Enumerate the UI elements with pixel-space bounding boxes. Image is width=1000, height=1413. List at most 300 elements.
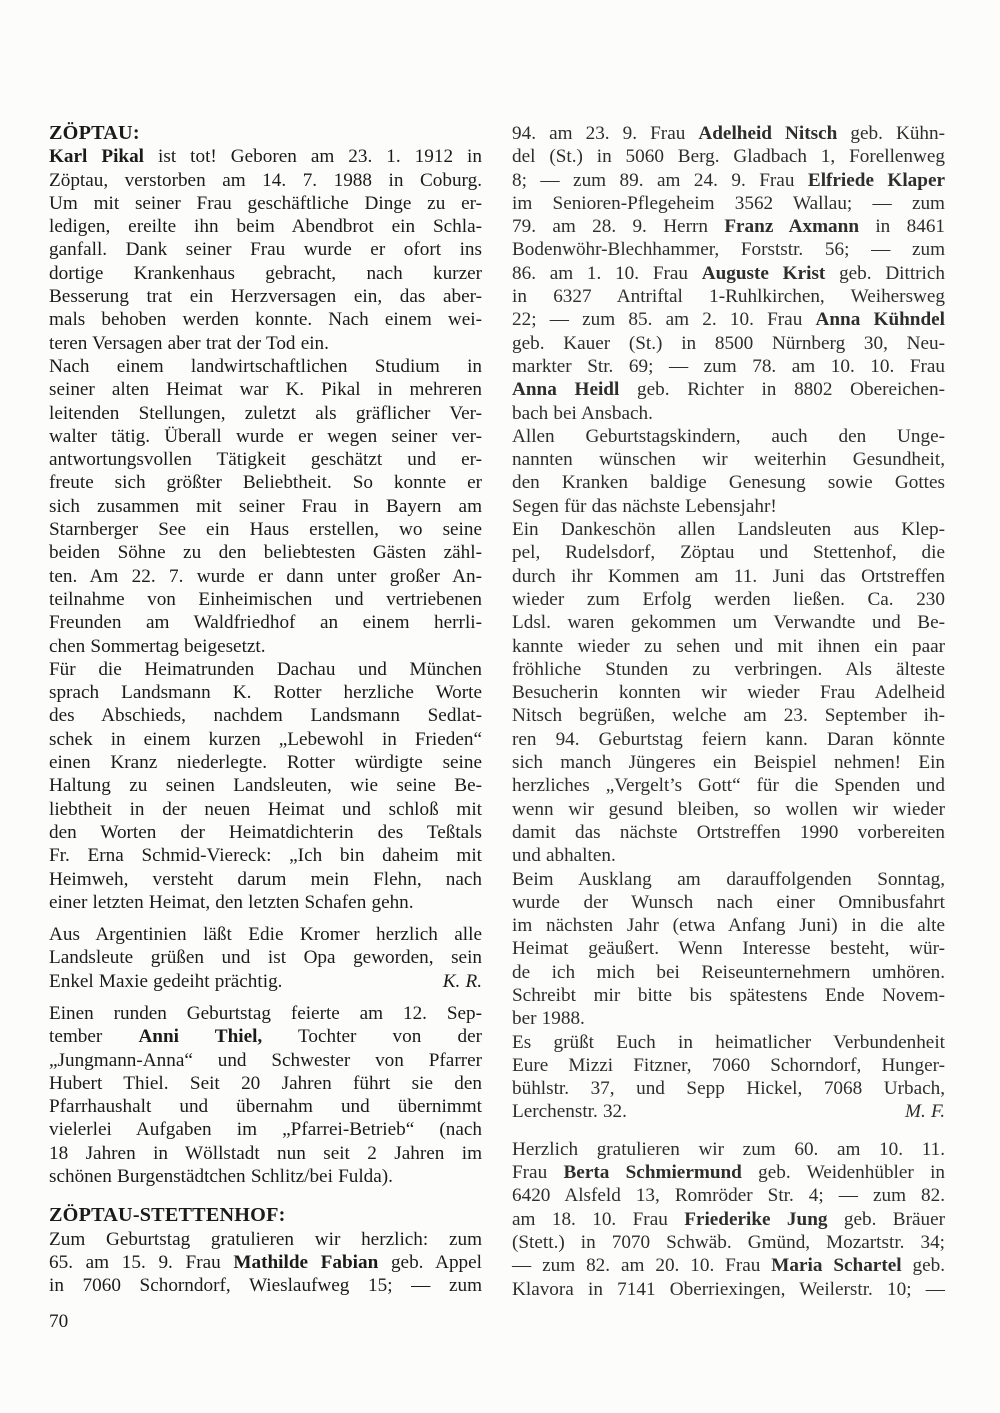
text-line — [49, 122, 482, 145]
text-run: geb. Appel — [378, 1251, 482, 1273]
text-line — [49, 1142, 482, 1165]
text-run: ber 1988. — [512, 1008, 585, 1030]
text-run: Allen Geburtstagskindern, auch den Unge- — [512, 425, 945, 447]
text-run: Heimat geäußert. Wenn Interesse besteht, wür- — [512, 938, 945, 960]
line-text — [49, 947, 482, 968]
line-text — [49, 403, 482, 424]
line-text — [49, 356, 482, 377]
text-run: geb. Kühn- — [837, 123, 945, 144]
person-name: Maria Schartel — [771, 1255, 902, 1277]
person-name: Mathilde Fabian — [233, 1251, 379, 1273]
line-text — [512, 239, 945, 260]
text-line — [49, 1002, 482, 1025]
text-run: (Stett.) in 7070 Schwäb. Gmünd, Mozartstr. 34; — [512, 1231, 945, 1253]
line-text — [49, 1204, 286, 1226]
text-line — [512, 1184, 945, 1207]
text-line — [512, 471, 945, 494]
text-line — [512, 448, 945, 471]
line-text — [49, 122, 140, 144]
text-run: Herzlich gratulieren wir zum 60. am 10. 11. — [512, 1138, 945, 1160]
line-text — [512, 566, 945, 587]
line-text — [49, 612, 482, 633]
text-line — [512, 1231, 945, 1254]
text-line — [512, 774, 945, 797]
text-run: Besserung trat ein Herzversagen ein, das aber- — [49, 286, 482, 308]
line-text — [512, 123, 945, 144]
text-line — [512, 821, 945, 844]
text-line — [512, 565, 945, 588]
text-line — [512, 1031, 945, 1054]
text-line — [512, 169, 945, 192]
line-text — [512, 822, 945, 843]
person-name: Karl Pikal — [49, 146, 145, 168]
line-text — [512, 263, 945, 284]
line-text — [49, 1050, 482, 1071]
text-run: geb. Richter in 8802 Obereichen- — [619, 379, 945, 401]
line-text — [512, 1055, 945, 1076]
line-text — [49, 822, 482, 843]
text-line — [49, 425, 482, 448]
text-run: markter Str. 69; — zum 78. am 10. 10. Frau — [512, 355, 945, 377]
text-run: geb. Kauer (St.) in 8500 Nürnberg 30, Neu- — [512, 332, 945, 354]
text-line — [512, 588, 945, 611]
line-text — [49, 1229, 482, 1250]
line-text — [512, 869, 945, 890]
text-line — [512, 891, 945, 914]
text-run: mals behoben werden konnte. Nach einem wei- — [49, 309, 482, 331]
text-line — [49, 751, 482, 774]
text-line — [512, 1100, 945, 1123]
person-name: Friederike Jung — [684, 1208, 828, 1230]
line-text — [512, 193, 945, 214]
text-run: beiden Söhne zu den beliebtesten Gästen zähl- — [49, 542, 482, 564]
line-text — [49, 1073, 482, 1094]
text-run: Fr. Erna Schmid-Viereck: „Ich bin daheim mit — [49, 845, 482, 867]
line-text — [49, 1003, 482, 1024]
text-line — [512, 1254, 945, 1277]
text-line — [49, 970, 482, 993]
text-run: herzliches „Vergelt’s Gott“ für die Spenden und — [512, 775, 945, 797]
line-text — [512, 426, 945, 447]
line-text — [512, 216, 945, 237]
line-text — [49, 845, 482, 866]
text-line — [49, 611, 482, 634]
section-heading — [49, 1204, 482, 1227]
line-text — [49, 426, 482, 447]
line-text — [512, 845, 616, 866]
text-run: in 6327 Antriftal 1-Ruhlkirchen, Weihersweg — [512, 286, 945, 308]
text-run: 65. am 15. 9. Frau — [49, 1251, 234, 1273]
line-text — [49, 379, 482, 400]
line-text — [49, 1026, 482, 1047]
text-run: Einen runden Geburtstag feierte am 12. Sep- — [49, 1002, 482, 1024]
text-run: Besucherin konnten wir wieder Frau Adelheid — [512, 682, 945, 704]
text-run: ten. Am 22. 7. wurde er dann unter großer An- — [49, 565, 482, 587]
paragraph — [49, 923, 482, 993]
text-run: Bodenwöhr-Blechhammer, Forststr. 56; — zum — [512, 239, 945, 261]
person-name: Berta Schmiermund — [563, 1162, 742, 1184]
text-run: den Kranken baldige Genesung sowie Gottes — [512, 472, 945, 494]
line-text — [512, 752, 945, 773]
line-text — [49, 496, 482, 517]
text-run: am 18. 10. Frau — [512, 1208, 685, 1230]
line-text — [512, 286, 945, 307]
text-line — [512, 145, 945, 168]
line-text — [49, 472, 482, 493]
text-line — [512, 681, 945, 704]
line-text — [49, 636, 266, 657]
text-run: Um mit seiner Frau geschäftliche Dinge zu er- — [49, 192, 482, 214]
text-line — [512, 541, 945, 564]
text-run: kannte wieder zu sehen und mit ihnen ein paar — [512, 635, 945, 657]
text-run: den Worten der Heimatdichterin des Teßtals — [49, 821, 482, 843]
text-line — [49, 471, 482, 494]
signature-initials: M. F. — [904, 1101, 945, 1123]
text-run: freute sich größter Beliebtheit. So konnte er — [49, 472, 482, 494]
text-run: schönen Burgenstädtchen Schlitz/bei Fulda). — [49, 1166, 393, 1188]
text-line — [512, 1138, 945, 1161]
text-run: del (St.) in 5060 Berg. Gladbach 1, Forellenweg — [512, 146, 945, 168]
person-name: Adelheid Nitsch — [698, 123, 838, 144]
text-run: einen Kranz niederlegte. Rotter würdigte seine — [49, 752, 482, 774]
text-line — [49, 635, 482, 658]
text-line — [49, 215, 482, 238]
text-line — [49, 1072, 482, 1095]
text-run: teilnahme von Einheimischen und vertriebenen — [49, 588, 482, 610]
text-line — [49, 402, 482, 425]
text-line — [512, 751, 945, 774]
text-line — [49, 518, 482, 541]
text-run: wurde der Wunsch nach einer Omnibusfahrt — [512, 891, 945, 913]
text-run: Tochter von der — [262, 1026, 482, 1048]
text-run: vielerlei Aufgaben im „Pfarrei-Betrieb“ (nach — [49, 1119, 482, 1141]
person-name: Anna Heidl — [512, 379, 620, 401]
text-line — [49, 868, 482, 891]
text-line — [512, 844, 945, 867]
text-run: Es grüßt Euch in heimatlicher Verbundenheit — [512, 1031, 945, 1053]
line-text — [512, 915, 945, 936]
text-line — [512, 518, 945, 541]
text-run: Frau — [512, 1162, 564, 1184]
line-text — [512, 962, 945, 983]
text-line — [512, 1077, 945, 1100]
line-text — [512, 1279, 945, 1300]
text-run: in 8461 — [859, 216, 946, 238]
line-text — [512, 472, 945, 493]
text-line — [49, 565, 482, 588]
text-run: sich manch Jüngeres ein Beispiel nehmen! Ein — [512, 752, 945, 774]
line-text — [512, 1139, 945, 1160]
text-run: 6420 Alsfeld 13, Romröder Str. 4; — zum 82. — [512, 1185, 945, 1207]
text-run: Schreibt mir bitte bis spätestens Ende Novem- — [512, 984, 945, 1006]
line-text — [512, 729, 945, 750]
text-line — [49, 262, 482, 285]
line-text — [49, 1275, 482, 1296]
text-run: nannten wünschen wir weiterhin Gesundheit, — [512, 449, 945, 471]
line-text — [512, 938, 945, 959]
line-text — [512, 1008, 585, 1029]
text-run: wieder zum Erfolg werden ließen. Ca. 230 — [512, 588, 945, 610]
left-column — [49, 122, 482, 1301]
text-line — [512, 215, 945, 238]
line-text — [49, 1166, 393, 1187]
line-text — [512, 1078, 945, 1099]
text-line — [512, 262, 945, 285]
page-number: 70 — [49, 1311, 69, 1332]
text-line — [512, 937, 945, 960]
text-run: durch ihr Kommen am 11. Juni das Ortstreffen — [512, 565, 945, 587]
line-text — [49, 566, 482, 587]
text-run: ledigen, ereilte ihn beim Abendbrot ein Schla- — [49, 216, 482, 238]
text-run: 8; — zum 89. am 24. 9. Frau — [512, 169, 808, 191]
line-text — [512, 659, 945, 680]
line-text — [512, 892, 945, 913]
text-line — [49, 774, 482, 797]
text-run: Ldsl. waren gekommen um Verwandte und Be- — [512, 612, 945, 634]
text-line — [49, 1049, 482, 1072]
text-run: seiner alten Heimat war K. Pikal in mehreren — [49, 379, 482, 401]
text-line — [49, 192, 482, 215]
text-run: und abhalten. — [512, 845, 616, 867]
text-line — [49, 1251, 482, 1274]
line-text — [49, 729, 482, 750]
text-run: sprach Landsmann K. Rotter herzliche Worte — [49, 682, 482, 704]
text-run: Segen für das nächste Lebensjahr! — [512, 495, 777, 517]
text-run: Hubert Thiel. Seit 20 Jahren führt sie den — [49, 1072, 482, 1094]
text-run: Heimweh, versteht darum mein Flehn, nach — [49, 868, 482, 890]
text-run: walter tätig. Überall wurde er wegen seiner ver- — [49, 425, 482, 447]
text-run: Landsleute grüßen und ist Opa geworden, sein — [49, 947, 482, 969]
line-text — [512, 775, 945, 796]
line-text — [512, 403, 653, 424]
text-line — [49, 495, 482, 518]
text-run: pel, Rudelsdorf, Zöptau und Stettenhof, die — [512, 542, 945, 564]
paragraph — [49, 145, 482, 914]
text-run: Eure Mizzi Fitzner, 7060 Schorndorf, Hunger- — [512, 1054, 945, 1076]
line-text — [512, 612, 945, 633]
line-text — [49, 1096, 482, 1117]
line-text — [49, 752, 482, 773]
text-run: Freunden am Waldfriedhof an einem herrli- — [49, 612, 482, 634]
line-text — [49, 519, 482, 540]
text-line — [49, 169, 482, 192]
text-run: antwortungsvollen Tätigkeit geschätzt und er- — [49, 449, 482, 471]
text-line — [512, 122, 945, 145]
line-text — [512, 356, 945, 377]
person-name: ZÖPTAU-STETTENHOF: — [49, 1204, 286, 1227]
text-run: damit das nächste Ortstreffen 1990 vorbereiten — [512, 821, 945, 843]
text-line — [49, 145, 482, 168]
text-run: Nach einem landwirtschaftlichen Studium in — [49, 355, 482, 377]
line-text — [49, 333, 329, 354]
line-text — [49, 1143, 482, 1164]
text-line — [49, 1165, 482, 1188]
text-line — [49, 681, 482, 704]
text-columns — [49, 122, 945, 1301]
text-line — [512, 611, 945, 634]
text-line — [512, 984, 945, 1007]
text-run: de ich mich bei Reiseunternehmern umhören. — [512, 961, 945, 983]
text-line — [49, 541, 482, 564]
line-text — [49, 705, 482, 726]
text-line — [49, 891, 482, 914]
text-line — [512, 308, 945, 331]
text-run: im nächsten Jahr (etwa Anfang Juni) in die alte — [512, 915, 945, 937]
text-run: Klavora in 7141 Oberriexingen, Weilerstr. 10; — — [512, 1278, 945, 1300]
line-text — [49, 682, 482, 703]
line-text — [512, 1032, 945, 1053]
text-run: schek in einem kurzen „Lebewohl in Frieden“ — [49, 728, 482, 750]
line-text — [49, 589, 482, 610]
line-text — [49, 542, 482, 563]
text-line — [512, 1007, 945, 1030]
line-text — [49, 216, 482, 237]
line-text — [512, 985, 945, 1006]
text-line — [512, 658, 945, 681]
line-text — [49, 1119, 482, 1140]
text-run: chen Sommertag beigesetzt. — [49, 635, 266, 657]
line-text — [49, 193, 482, 214]
line-text — [512, 1100, 627, 1123]
text-line — [512, 961, 945, 984]
text-run: „Jungmann-Anna“ und Schwester von Pfarrer — [49, 1049, 482, 1071]
text-line — [49, 588, 482, 611]
text-run: Zum Geburtstag gratulieren wir herzlich: zum — [49, 1228, 482, 1250]
text-line — [49, 946, 482, 969]
text-run: 86. am 1. 10. Frau — [512, 262, 702, 284]
text-run: Zöptau, verstorben am 14. 7. 1988 in Coburg. — [49, 169, 482, 191]
text-run: Nitsch begrüßen, welche am 23. September ih- — [512, 705, 945, 727]
line-text — [512, 1185, 945, 1206]
text-line — [49, 1204, 482, 1227]
text-run: geb. — [901, 1255, 945, 1277]
text-run: 18 Jahren in Wöllstadt nun seit 2 Jahren im — [49, 1142, 482, 1164]
line-text — [49, 449, 482, 470]
text-line — [49, 704, 482, 727]
line-text — [49, 286, 482, 307]
text-line — [49, 1274, 482, 1297]
line-text — [512, 496, 777, 517]
text-run: liebtheit in der neuen Heimat und schloß mit — [49, 798, 482, 820]
line-text — [49, 924, 482, 945]
section-heading — [49, 122, 482, 145]
text-run: einer letzten Heimat, den letzten Schafen gehn. — [49, 891, 414, 913]
text-line — [49, 378, 482, 401]
paragraph — [512, 1138, 945, 1301]
text-run: des Abschieds, nachdem Landsmann Sedlat- — [49, 705, 482, 727]
text-run: Ein Dankeschön allen Landsleuten aus Klep- — [512, 519, 945, 541]
paragraph — [49, 1228, 482, 1298]
paragraph — [49, 1002, 482, 1188]
text-line — [512, 914, 945, 937]
text-run: geb. Bräuer — [827, 1208, 945, 1230]
text-line — [49, 658, 482, 681]
text-line — [512, 355, 945, 378]
text-run: leitenden Stellungen, zuletzt als gräflicher Ver- — [49, 402, 482, 424]
text-run: Aus Argentinien läßt Edie Kromer herzlich alle — [49, 924, 482, 946]
line-text — [512, 519, 945, 540]
signature-initials: K. R. — [442, 970, 482, 992]
text-line — [49, 1118, 482, 1141]
text-line — [512, 1208, 945, 1231]
text-run: ist tot! Geboren am 23. 1. 1912 in — [144, 146, 482, 168]
line-text — [512, 705, 945, 726]
text-line — [512, 332, 945, 355]
text-line — [512, 402, 945, 425]
person-name: Franz Axmann — [724, 216, 859, 238]
text-run: in 7060 Schorndorf, Wieslaufweg 15; — zum — [49, 1275, 482, 1297]
text-line — [512, 728, 945, 751]
text-run: Für die Heimatrunden Dachau und München — [49, 658, 482, 680]
text-run: Beim Ausklang am darauffolgenden Sonntag, — [512, 868, 945, 890]
text-line — [49, 285, 482, 308]
text-run: bach bei Ansbach. — [512, 402, 653, 424]
text-line — [49, 1228, 482, 1251]
text-line — [49, 923, 482, 946]
text-line — [512, 378, 945, 401]
text-line — [49, 448, 482, 471]
line-text — [512, 1255, 945, 1276]
person-name: Anna Kühndel — [815, 309, 945, 331]
text-line — [512, 192, 945, 215]
line-text — [512, 589, 945, 610]
text-run: ren 94. Geburtstag feiern kann. Daran könnte — [512, 728, 945, 750]
text-line — [49, 1095, 482, 1118]
line-text — [512, 1209, 945, 1230]
text-line — [49, 844, 482, 867]
line-text — [512, 799, 945, 820]
text-run: Enkel Maxie gedeiht prächtig. — [49, 970, 283, 992]
text-line — [49, 238, 482, 261]
line-text — [49, 263, 482, 284]
text-line — [49, 1025, 482, 1048]
text-run: Haltung zu seinen Landsleuten, wie seine Be- — [49, 775, 482, 797]
line-text — [512, 309, 945, 330]
person-name: Elfriede Klaper — [807, 169, 945, 191]
text-run: bühlstr. 37, und Sepp Hickel, 7068 Urbach, — [512, 1078, 945, 1100]
line-text — [49, 892, 414, 913]
text-line — [512, 798, 945, 821]
text-run: 94. am 23. 9. Frau — [512, 123, 699, 144]
text-line — [49, 798, 482, 821]
line-text — [512, 379, 945, 400]
person-name: Auguste Krist — [701, 262, 826, 284]
line-text — [512, 1162, 945, 1183]
right-column — [512, 122, 945, 1301]
text-run: im Senioren-Pflegeheim 3562 Wallau; — zum — [512, 192, 945, 214]
text-run: geb. Dittrich — [825, 262, 945, 284]
line-text — [512, 1232, 945, 1253]
text-run: dortige Krankenhaus gebracht, nach kurzer — [49, 262, 482, 284]
text-line — [49, 308, 482, 331]
line-text — [49, 970, 282, 993]
line-text — [49, 1252, 482, 1273]
text-run: tember — [49, 1026, 139, 1048]
line-text — [49, 239, 482, 260]
text-run: Pfarrhaushalt und übernahm und übernimmt — [49, 1096, 482, 1118]
text-run: 79. am 28. 9. Herrn — [512, 216, 725, 238]
text-line — [512, 868, 945, 891]
text-run: geb. Weidenhübler in — [741, 1162, 946, 1184]
text-line — [49, 728, 482, 751]
line-text — [512, 333, 945, 354]
text-line — [49, 821, 482, 844]
text-line — [512, 425, 945, 448]
text-line — [512, 704, 945, 727]
paragraph — [512, 122, 945, 1124]
line-text — [49, 146, 482, 167]
text-line — [49, 355, 482, 378]
